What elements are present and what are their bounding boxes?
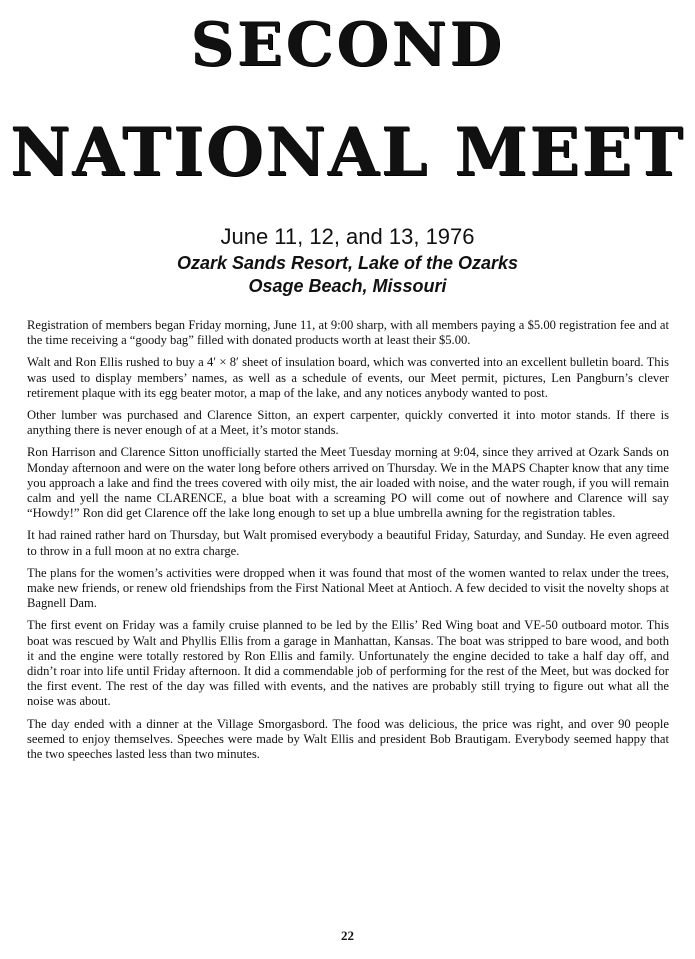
paragraph: The plans for the women’s activities were dropped when it was found that most of the women wanted to relax under the trees, make new friends, or renew old friendships from the First National Meet at Antioch. A few decided to visit the novelty shops at Bagnell Dam. xyxy=(27,565,669,611)
title-line-2: NATIONAL MEET xyxy=(9,113,686,191)
paragraph: Walt and Ron Ellis rushed to buy a 4′ × 8′ sheet of insulation board, which was converted into an excellent bulletin board. This was used to display members’ names, as well as a schedule of events, our Meet permit, pictures, Len Pangburn’s clever retirement plaque with its egg beater motor, a map of the lake, and any notices anybody wanted to post. xyxy=(27,355,669,400)
paragraph: The first event on Friday was a family cruise planned to be led by the Ellis’ Red Wing boat and VE-50 outboard motor. This boat was rescued by Walt and Phyllis Ellis from a garage in Manhattan, Kansas. The boat was stripped to bare wood, and both it and the engine were totally restored by Ron Ellis and family. Unfortunately the engine decided to take a half day off, and didn’t roar into life until Friday afternoon. It did a commendable job of performing for the rest of the Meet, but was docked for the first event. The rest of the day was filled with events, and the natives are probably still trying to figure out what all the noise was about. xyxy=(27,618,669,709)
article-body xyxy=(27,318,669,769)
event-resort: Ozark Sands Resort, Lake of the Ozarks xyxy=(176,253,519,273)
paragraph: Registration of members began Friday morning, June 11, at 9:00 sharp, with all members paying a $5.00 registration fee and at the time receiving a “goody bag” filled with donated products worth at least their $5.00. xyxy=(27,318,669,348)
paragraph: The day ended with a dinner at the Village Smorgasbord. The food was delicious, the price was right, and over 90 people seemed to enjoy themselves. Speeches were made by Walt Ellis and president Bob Brautigam. Everybody seemed happy that the two speeches lasted less than two minutes. xyxy=(27,716,669,762)
paragraph: It had rained rather hard on Thursday, but Walt promised everybody a beautiful Friday, Saturday, and Sunday. He even agreed to throw in a full moon at no extra charge. xyxy=(27,528,669,558)
paragraph: Other lumber was purchased and Clarence Sitton, an expert carpenter, quickly converted it into motor stands. If there is anything there is never enough of at a Meet, it’s motor stands. xyxy=(27,408,669,438)
event-dates: June 11, 12, and 13, 1976 xyxy=(220,224,475,249)
paragraph: Ron Harrison and Clarence Sitton unofficially started the Meet Tuesday morning at 9:04, since they arrived at Ozark Sands on Monday afternoon and were on the water long before others arrived on Thursday. We in the MAPS Chapter know that any time you approach a lake and find the trees covered with oily mist, the air loaded with noise, and the water rough, if you will remain calm and yell the name CLARENCE, a blue boat with a screaming PO will come out of nowhere and Clarence will say “Howdy!” Ron did get Clarence off the lake long enough to set up a blue umbrella awning for the registration tables. xyxy=(27,445,669,521)
page-number: 22 xyxy=(341,928,354,943)
event-location: Osage Beach, Missouri xyxy=(248,276,447,296)
title-line-1: SECOND xyxy=(190,10,505,80)
